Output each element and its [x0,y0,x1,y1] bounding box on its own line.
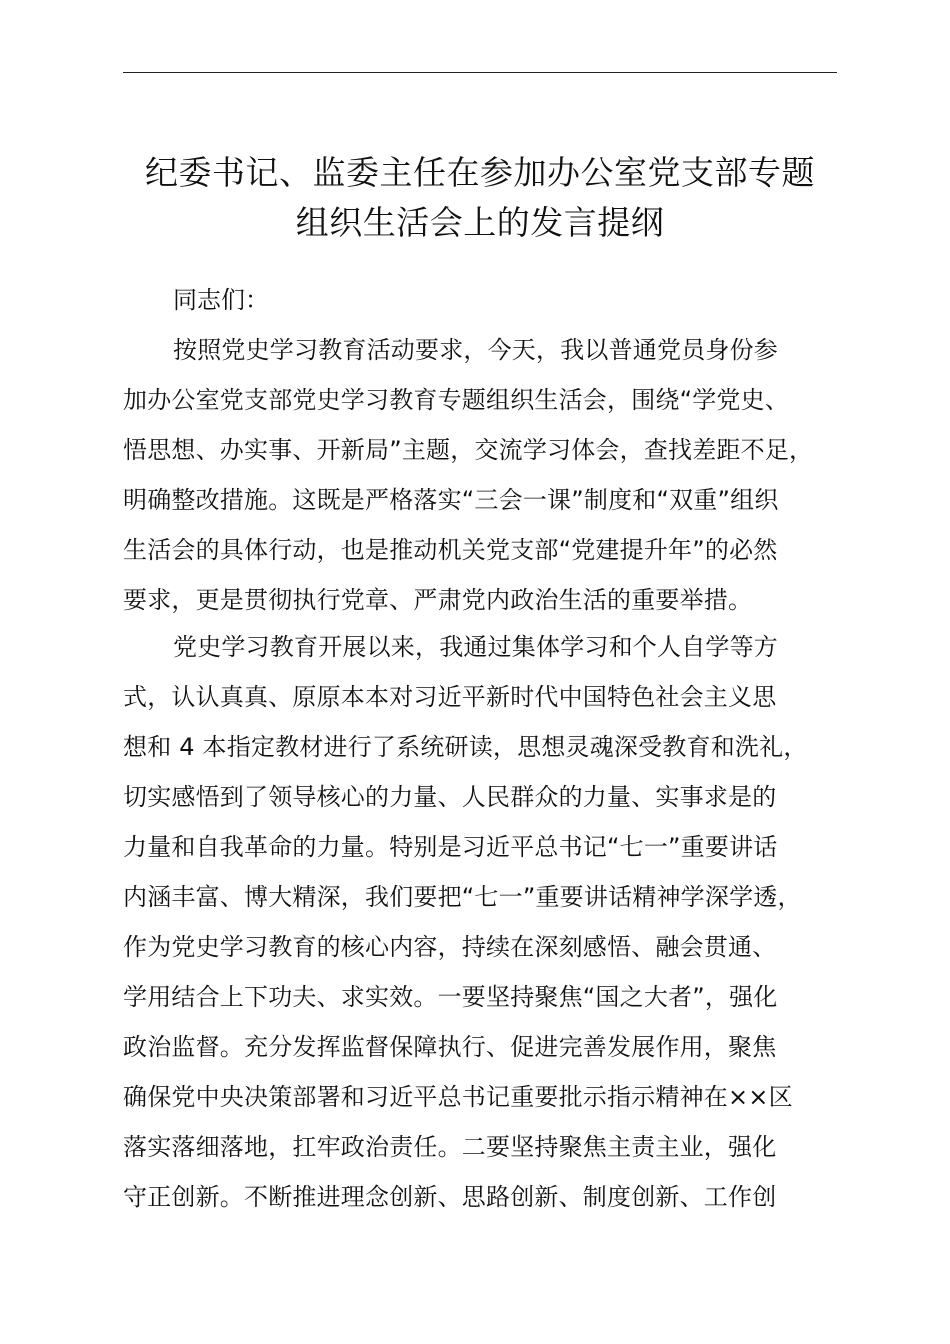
salutation: 同志们： [173,286,269,314]
header-rule [123,72,837,73]
text-line: 作为党史学习教育的核心内容，持续在深刻感悟、融会贯通、 [123,933,777,961]
text-line: 党史学习教育开展以来，我通过集体学习和个人自学等方 [173,633,778,661]
text-line: 学用结合上下功夫、求实效。一要坚持聚焦“国之大者”，强化 [123,983,778,1011]
text-line: 悟思想、办实事、开新局”主题，交流学习体会，查找差距不足， [123,436,814,464]
text-line: 要求，更是贯彻执行党章、严肃党内政治生活的重要举措。 [123,586,753,614]
text-line: 守正创新。不断推进理念创新、思路创新、制度创新、工作创 [123,1183,777,1211]
text-line: 加办公室党支部党史学习教育专题组织生活会，围绕“学党史、 [123,386,790,414]
text-line: 生活会的具体行动，也是推动机关党支部“党建提升年”的必然 [123,536,778,564]
text-line: 切实感悟到了领导核心的力量、人民群众的力量、实事求是的 [123,783,777,811]
text-line: 内涵丰富、博大精深，我们要把“七一”重要讲话精神学深学透， [123,883,802,911]
text-line: 力量和自我革命的力量。特别是习近平总书记“七一”重要讲话 [123,833,778,861]
text-line: 式，认认真真、原原本本对习近平新时代中国特色社会主义思 [123,683,777,711]
title-line: 组织生活会上的发言提纲 [295,203,665,242]
text-line: 按照党史学习教育活动要求，今天，我以普通党员身份参 [173,336,778,364]
title-line: 纪委书记、监委主任在参加办公室党支部专题 [145,153,815,192]
text-line: 明确整改措施。这既是严格落实“三会一课”制度和“双重”组织 [123,486,779,514]
text-line: 确保党中央决策部署和习近平总书记重要批示指示精神在××区 [123,1083,793,1111]
text-line: 想和 4 本指定教材进行了系统研读，思想灵魂深受教育和洗礼， [123,733,808,761]
body-paragraph [123,325,863,625]
document-title [100,148,860,248]
body-paragraph [123,622,863,1222]
text-line: 落实落细落地，扛牢政治责任。二要坚持聚焦主责主业，强化 [123,1133,777,1161]
text-line: 政治监督。充分发挥监督保障执行、促进完善发展作用，聚焦 [123,1033,777,1061]
